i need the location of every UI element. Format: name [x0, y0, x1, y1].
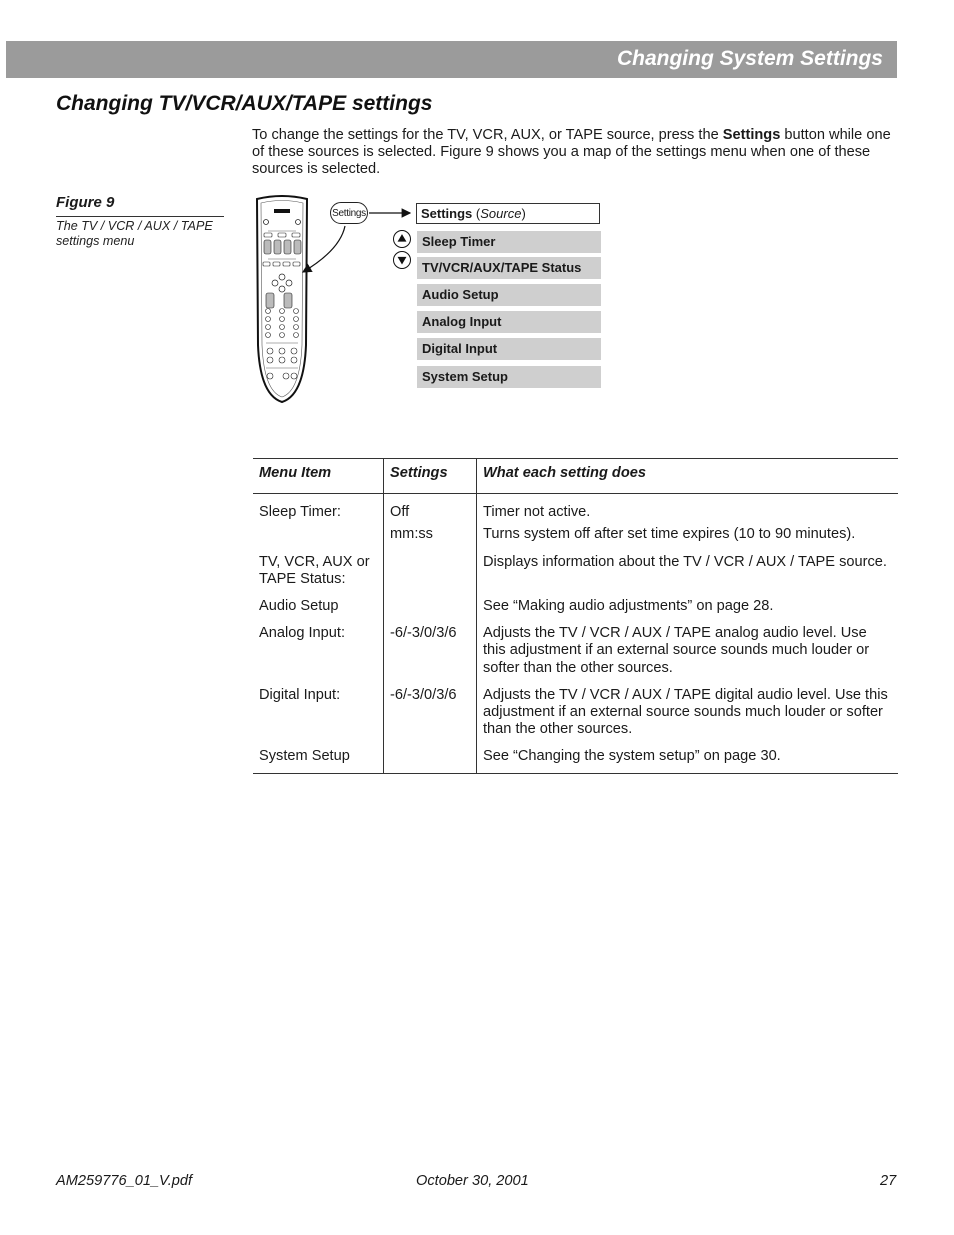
footer-filename: AM259776_01_V.pdf: [56, 1173, 193, 1189]
header-settings: Settings: [384, 459, 477, 494]
footer-page-number: 27: [880, 1173, 897, 1189]
section-heading: Changing TV/VCR/AUX/TAPE settings: [56, 92, 433, 115]
menu-item-digital-input: Digital Input: [417, 338, 601, 360]
menu-item-sleep-timer: Sleep Timer: [417, 231, 601, 253]
menu-item-system-setup: System Setup: [417, 366, 601, 388]
table-row: [253, 544, 898, 588]
row-description: See “Changing the system setup” on page 30.: [477, 738, 899, 773]
row-settings: [384, 494, 477, 544]
row-settings: -6/-3/0/3/6: [384, 677, 477, 739]
settings-table: [253, 458, 898, 774]
description-line: Turns system off after set time expires (10 to 90 minutes).: [483, 526, 856, 543]
row-item: Digital Input:: [259, 686, 341, 703]
row-description: [477, 494, 899, 544]
header-menu-item: Menu Item: [253, 459, 384, 494]
table-row: [253, 615, 898, 677]
row-item: System Setup: [253, 738, 384, 773]
intro-text-after: button while one of these sources is selected. Figure 9 shows you a map of the settings menu when one of these sources is selected.: [252, 127, 891, 178]
page-header-title: Changing System Settings: [616, 47, 883, 70]
row-description: Adjusts the TV / VCR / AUX / TAPE digital audio level. Use this adjustment if an external source sounds much louder or softer than the other sources.: [477, 677, 899, 739]
settings-menu-title: Settings (Source): [416, 203, 600, 224]
down-arrow-button-icon: [393, 251, 411, 269]
row-item: Sleep Timer:: [259, 504, 341, 521]
footer-date: October 30, 2001: [416, 1173, 529, 1189]
row-settings: [384, 738, 477, 773]
figure-caption: The TV / VCR / AUX / TAPE settings menu: [56, 219, 213, 248]
row-item: Audio Setup: [259, 598, 339, 615]
table-row: [253, 677, 898, 739]
row-description: Displays information about the TV / VCR / AUX / TAPE source.: [477, 544, 899, 588]
arrow-to-remote: [303, 226, 345, 272]
settings-button-callout: Settings: [330, 202, 368, 224]
row-settings: -6/-3/0/3/6: [384, 615, 477, 677]
figure-label: Figure 9: [56, 194, 115, 211]
row-description: See “Making audio adjustments” on page 28.: [477, 588, 899, 615]
intro-text-before: To change the settings for the TV, VCR, AUX, or TAPE source, press the: [252, 127, 723, 143]
row-settings: [384, 588, 477, 615]
header-description: What each setting does: [477, 459, 899, 494]
menu-item-audio-setup: Audio Setup: [417, 284, 601, 306]
row-settings: [384, 544, 477, 588]
description-line: Timer not active.: [483, 504, 591, 521]
menu-item-analog-input: Analog Input: [417, 311, 601, 333]
row-item: TV, VCR, AUX or TAPE Status:: [259, 553, 370, 587]
row-description: Adjusts the TV / VCR / AUX / TAPE analog audio level. Use this adjustment if an external source sounds much louder or softer than the other sources.: [477, 615, 899, 677]
table-row: [253, 588, 898, 615]
table-row: [253, 494, 898, 544]
row-item: Analog Input:: [259, 625, 346, 642]
up-arrow-button-icon: [393, 230, 411, 248]
setting-value: Off: [390, 504, 410, 521]
menu-item-status: TV/VCR/AUX/TAPE Status: [417, 257, 601, 279]
menu-title-bold: Settings: [421, 206, 473, 221]
menu-title-italic: Source: [480, 206, 522, 221]
setting-value: mm:ss: [390, 526, 433, 543]
table-row: [253, 738, 898, 773]
table-header-row: [253, 459, 898, 494]
intro-text-bold: Settings: [722, 127, 781, 143]
